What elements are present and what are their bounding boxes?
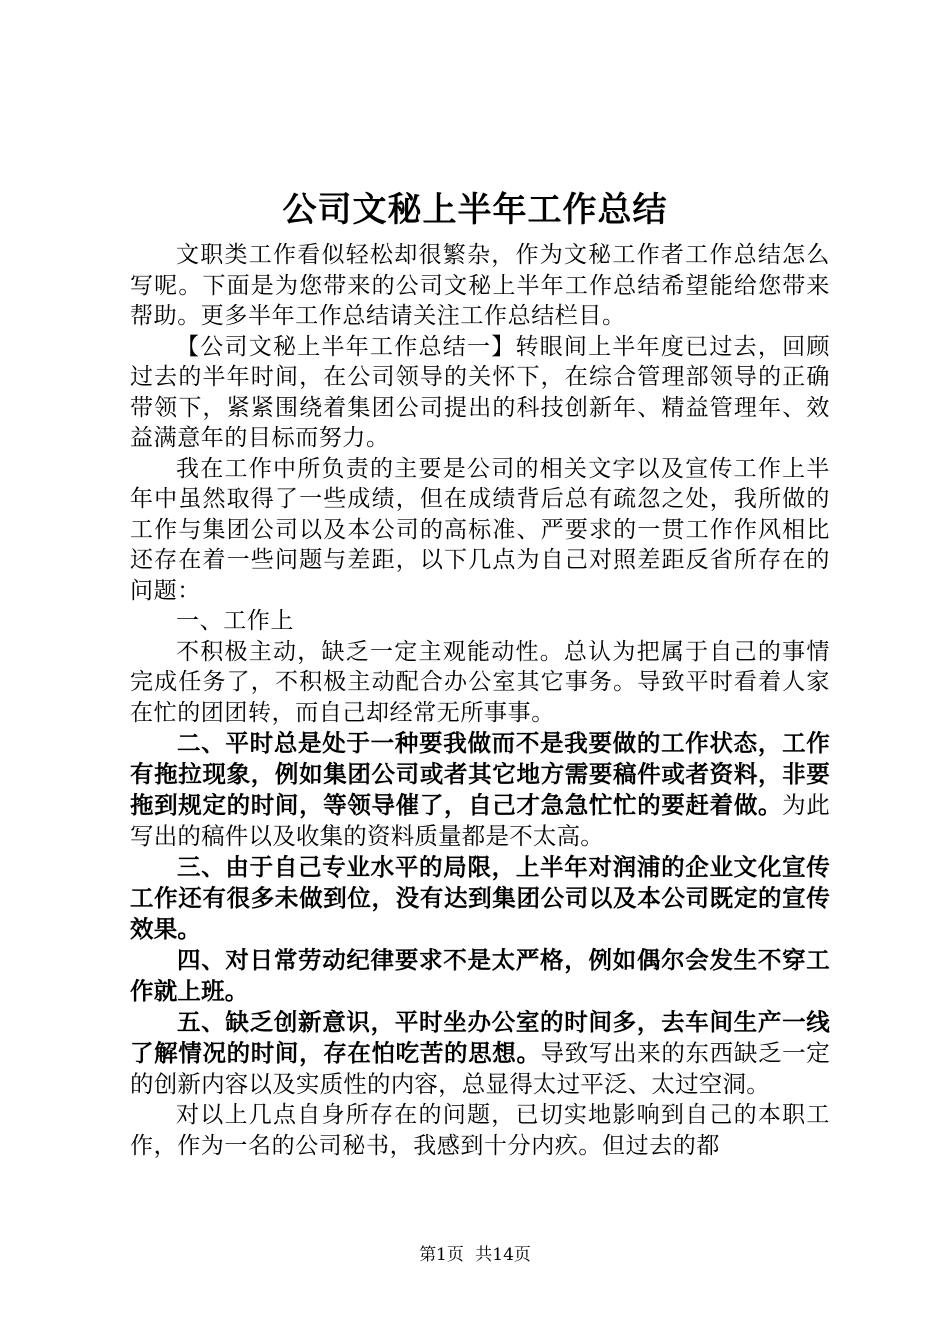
point-five-normal-text: 导致写出来的东西缺乏一定的创新内容以及实质性的内容，总显得太过平泛、太过空洞。	[130, 1039, 830, 1098]
page-total: 共14页	[475, 1245, 531, 1265]
point-two-normal-text: 为此写出的稿件以及收集的资料质量都是不太高。	[130, 791, 830, 850]
page-footer	[0, 1244, 950, 1266]
closing-paragraph: 对以上几点自身所存在的问题，已切实地影响到自己的本职工作，作为一名的公司秘书，我感到十分内疚。但过去的都	[130, 1102, 830, 1159]
work-issue-paragraph: 不积极主动，缺乏一定主观能动性。总认为把属于自己的事情完成任务了，不积极主动配合办公室其它事务。导致平时看着人家在忙的团团转，而自己却经常无所事事。	[130, 638, 830, 726]
point-three-paragraph: 三、由于自己专业水平的局限，上半年对润浦的企业文化宣传工作还有很多未做到位，没有达到集团公司以及本公司既定的宣传效果。	[130, 853, 830, 943]
point-five-paragraph	[130, 1007, 830, 1100]
document-title: 公司文秘上半年工作总结	[282, 190, 668, 230]
responsibility-paragraph: 我在工作中所负责的主要是公司的相关文字以及宣传工作上半年中虽然取得了一些成绩，但在成绩背后总有疏忽之处，我所做的工作与集团公司以及本公司的高标准、严要求的一贯工作作风相比还存在着一些问题与差距，以下几点为自己对照差距反省所存在的问题：	[130, 455, 830, 604]
point-five-bold-text: 五、缺乏创新意识，平时坐办公室的时间多，去车间生产一线了解情况的时间，存在怕吃苦的思想。	[130, 1008, 830, 1067]
section-heading-work: 一、工作上	[176, 608, 294, 634]
document-body	[130, 240, 830, 1161]
point-four-paragraph: 四、对日常劳动纪律要求不是太严格，例如偶尔会发生不穿工作就上班。	[130, 946, 830, 1005]
summary-one-paragraph: 【公司文秘上半年工作总结一】转眼间上半年度已过去，回顾过去的半年时间，在公司领导的关怀下，在综合管理部领导的正确带领下，紧紧围绕着集团公司提出的科技创新年、精益管理年、效益满意年的目标而努力。	[130, 333, 830, 451]
page-number: 第1页	[419, 1245, 464, 1265]
point-two-bold-text: 二、平时总是处于一种要我做而不是我要做的工作状态，工作有拖拉现象，例如集团公司或者其它地方需要稿件或者资料，非要拖到规定的时间，等领导催了，自己才急急忙忙的要赶着做。	[130, 729, 830, 819]
intro-paragraph: 文职类工作看似轻松却很繁杂，作为文秘工作者工作总结怎么写呢。下面是为您带来的公司文秘上半年工作总结希望能给您带来帮助。更多半年工作总结请关注工作总结栏目。	[130, 242, 830, 329]
point-two-paragraph	[130, 728, 830, 852]
